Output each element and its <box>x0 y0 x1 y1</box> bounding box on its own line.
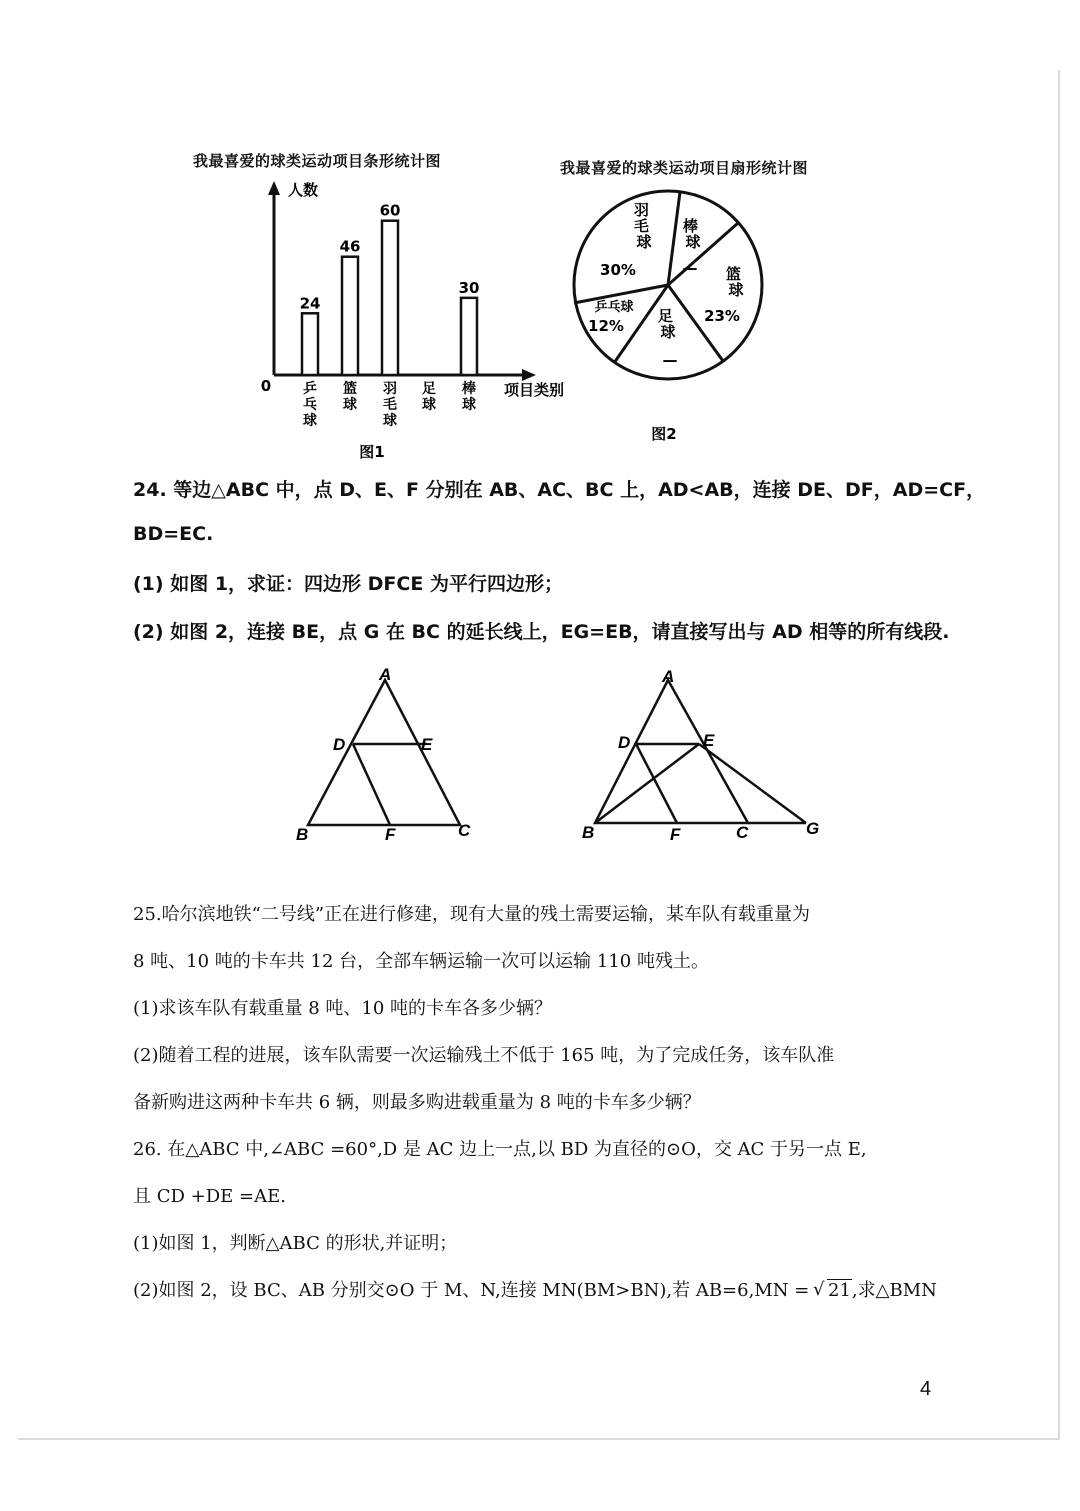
point-label-e: E <box>703 731 715 750</box>
bar-category-char: 棒 <box>462 381 476 397</box>
bar-category-char: 球 <box>383 413 397 429</box>
point-label-d: D <box>618 733 631 752</box>
bar-category-char: 球 <box>462 397 476 413</box>
q26-part1: (1)如图 1，判断△ABC 的形状,并证明； <box>133 1233 458 1254</box>
triangle-abc <box>308 680 460 825</box>
bar-category-char: 篮 <box>343 381 357 397</box>
origin-label: 0 <box>260 377 272 395</box>
bar-category-label <box>383 381 397 429</box>
q26-part2 <box>133 1276 937 1302</box>
bar-3 <box>382 221 398 375</box>
q24-statement-line1: 24. 等边△ABC 中，点 D、E、F 分别在 AB、AC、BC 上，AD<AB，连接 DE、DF，AD=CF， <box>133 479 986 501</box>
x-axis-arrow-icon <box>522 369 536 381</box>
q25-part2-line2: 备新购进这两种卡车共 6 辆，则最多购进载重量为 8 吨的卡车多少辆？ <box>133 1092 701 1113</box>
segment-df <box>636 744 677 823</box>
pie-pct-baseball: — <box>682 259 698 277</box>
pie-pct-badminton: 30% <box>600 261 636 279</box>
q24-part2: (2) 如图 2，连接 BE，点 G 在 BC 的延长线上，EG=EB，请直接写出与 AD 相等的所有线段. <box>133 621 950 643</box>
bar-category-char: 乒 <box>303 381 317 397</box>
pie-pct-basketball: 23% <box>704 307 740 325</box>
q26-part2-text: (2)如图 2，设 BC、AB 分别交⊙O 于 M、N,连接 MN(BM>BN),若 AB=6,MN = <box>133 1280 816 1301</box>
bar-chart-title: 我最喜爱的球类运动项目条形统计图 <box>193 152 442 170</box>
pie-label-baseball <box>682 217 703 251</box>
point-label-e: E <box>421 735 433 754</box>
pie-label-basketball <box>726 265 746 299</box>
bar-category-char: 毛 <box>383 397 397 413</box>
point-label-c: C <box>458 821 471 840</box>
bar-category-label <box>422 381 436 413</box>
point-label-d: D <box>333 735 346 754</box>
q25-statement-line1: 25.哈尔滨地铁“二号线”正在进行修建，现有大量的残土需要运输，某车队有载重量为 <box>133 904 811 925</box>
bar-category-char: 羽 <box>383 381 397 397</box>
bar-figure-label: 图1 <box>359 443 385 461</box>
pie-label-pingpong: 乒乓球 <box>594 300 634 315</box>
q25-part1: (1)求该车队有载重量 8 吨、10 吨的卡车各多少辆？ <box>133 998 553 1019</box>
page-edge-bottom <box>18 1438 1060 1440</box>
q24-part1: (1) 如图 1，求证：四边形 DFCE 为平行四边形； <box>133 573 563 595</box>
pie-pct-pingpong: 12% <box>588 317 624 335</box>
pie-label-badminton-char1: 羽 <box>633 201 649 219</box>
bar-value-label: 30 <box>458 278 480 297</box>
pie-label-baseball-char2: 球 <box>685 233 701 251</box>
pie-label-football-char2: 球 <box>660 323 676 341</box>
pie-chart-title: 我最喜爱的球类运动项目扇形统计图 <box>560 159 809 177</box>
q24-figure-2 <box>570 660 840 850</box>
pie-label-badminton-char3: 球 <box>636 233 652 251</box>
sqrt-expression <box>815 1280 852 1301</box>
sqrt-radicand: 21 <box>828 1280 851 1301</box>
bar-category-char: 球 <box>343 397 357 413</box>
segment-df <box>353 744 390 825</box>
q26-statement-line2: 且 CD +DE =AE. <box>133 1186 286 1207</box>
pie-label-football <box>658 307 678 341</box>
bar-value-label: 24 <box>299 294 321 313</box>
bar-5 <box>461 298 477 375</box>
pie-chart <box>560 185 780 445</box>
bar-chart <box>250 175 580 465</box>
page-edge-right <box>1058 70 1060 1440</box>
bar-category-label <box>461 380 476 413</box>
point-label-f: F <box>385 825 396 844</box>
point-label-a: A <box>379 665 392 684</box>
point-label-c: C <box>736 823 749 842</box>
bar-category-char: 乓 <box>303 397 317 413</box>
pie-label-badminton-char2: 毛 <box>633 217 649 235</box>
bar-value-label: 46 <box>339 237 361 256</box>
pie-label-badminton <box>634 201 654 251</box>
pie-label-football-char1: 足 <box>657 307 673 325</box>
point-label-g: G <box>806 819 820 838</box>
pie-divider <box>668 192 680 285</box>
bar-category-char: 球 <box>422 397 436 413</box>
y-axis-label: 人数 <box>288 181 319 199</box>
bar-1 <box>302 313 318 375</box>
pie-label-basketball-char2: 球 <box>728 281 744 299</box>
point-label-f: F <box>670 825 681 844</box>
point-label-b: B <box>582 823 595 842</box>
q24-figure-1 <box>290 660 490 850</box>
bar-category-label <box>343 380 357 413</box>
segment-be <box>595 744 699 823</box>
bar-2 <box>342 257 358 375</box>
q26-statement-line1: 26. 在△ABC 中,∠ABC =60°,D 是 AC 边上一点,以 BD 为直径的⊙O，交 AC 于另一点 E, <box>133 1139 867 1160</box>
bar-category-char: 球 <box>303 413 317 429</box>
pie-pct-football: — <box>662 351 678 369</box>
page-number: 4 <box>920 1378 932 1400</box>
y-axis-arrow-icon <box>268 181 280 195</box>
pie-label-basketball-char1: 篮 <box>725 265 741 283</box>
point-label-b: B <box>296 825 309 844</box>
q26-part2-text-end: ,求△BMN <box>851 1280 937 1301</box>
pie-figure-label: 图2 <box>651 425 677 443</box>
bar-category-char: 足 <box>422 381 436 397</box>
q25-statement-line2: 8 吨、10 吨的卡车共 12 台，全部车辆运输一次可以运输 110 吨残土。 <box>133 951 709 972</box>
bar-value-label: 60 <box>379 201 401 220</box>
q24-statement-line2: BD=EC. <box>133 523 214 545</box>
x-axis-label: 项目类别 <box>504 381 565 399</box>
point-label-a: A <box>662 667 675 686</box>
bar-category-label <box>303 380 317 429</box>
q25-part2-line1: (2)随着工程的进展，该车队需要一次运输残土不低于 165 吨，为了完成任务，该车队准 <box>133 1045 835 1066</box>
pie-label-baseball-char1: 棒 <box>682 217 698 235</box>
segment-eg <box>699 744 806 823</box>
